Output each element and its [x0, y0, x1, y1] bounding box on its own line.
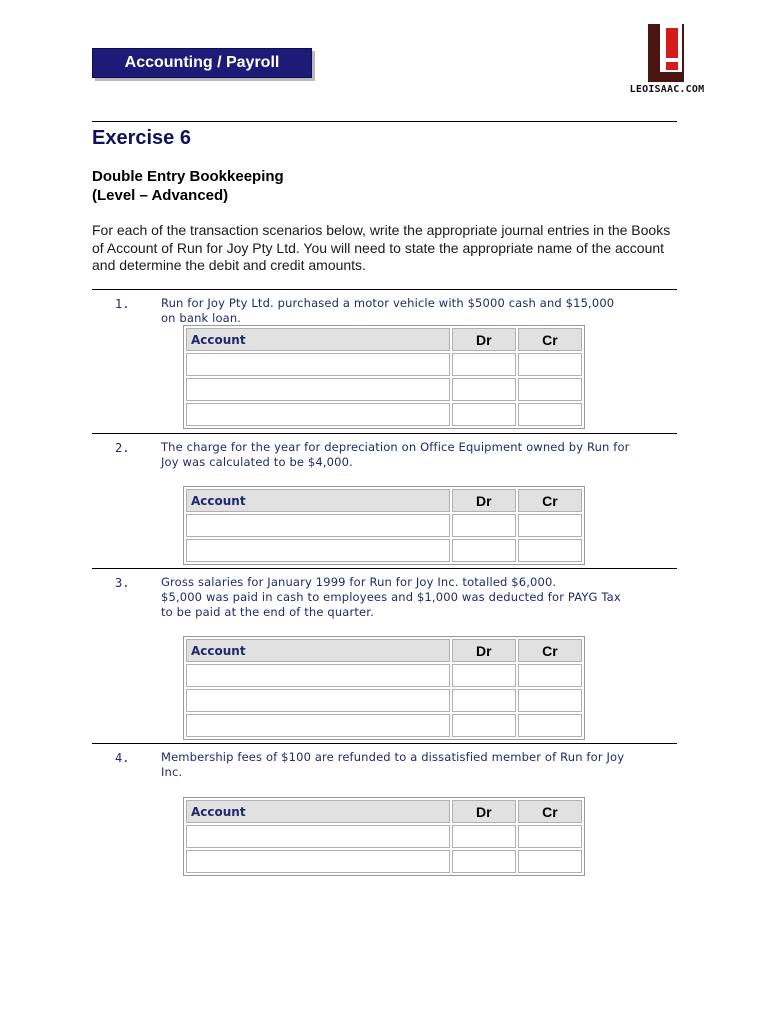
account-cell[interactable] — [186, 825, 450, 848]
logo — [622, 22, 712, 102]
table-row — [186, 539, 582, 562]
credit-cell[interactable] — [518, 403, 582, 426]
table-row — [186, 353, 582, 376]
question-text — [161, 575, 681, 620]
table-row — [186, 378, 582, 401]
table-row — [186, 714, 582, 737]
question-line: Run for Joy Pty Ltd. purchased a motor vehicle with $5000 cash and $15,000 — [161, 296, 615, 310]
divider — [92, 743, 677, 744]
debit-header: Dr — [452, 489, 516, 512]
subtitle-level: (Level – Advanced) — [92, 187, 229, 204]
question-line: on bank loan. — [161, 311, 242, 325]
debit-header: Dr — [452, 328, 516, 351]
account-cell[interactable] — [186, 353, 450, 376]
account-cell[interactable] — [186, 689, 450, 712]
question-text — [161, 440, 681, 470]
debit-cell[interactable] — [452, 714, 516, 737]
question-number: 2. — [115, 441, 130, 455]
account-cell[interactable] — [186, 403, 450, 426]
journal-entry-table — [183, 797, 585, 876]
account-cell[interactable] — [186, 664, 450, 687]
debit-cell[interactable] — [452, 514, 516, 537]
divider — [92, 568, 677, 569]
account-header: Account — [186, 639, 450, 662]
debit-cell[interactable] — [452, 403, 516, 426]
question-line: Inc. — [161, 765, 183, 779]
credit-cell[interactable] — [518, 689, 582, 712]
question-line: Membership fees of $100 are refunded to a dissatisfied member of Run for Joy — [161, 750, 625, 764]
table-row — [186, 514, 582, 537]
exercise-title: Exercise 6 — [92, 127, 191, 149]
credit-cell[interactable] — [518, 514, 582, 537]
divider — [92, 121, 677, 122]
logo-text: LEOISAAC.COM — [629, 84, 705, 95]
credit-header: Cr — [518, 328, 582, 351]
debit-header: Dr — [452, 800, 516, 823]
question-text — [161, 750, 681, 780]
question-line: Gross salaries for January 1999 for Run for Joy Inc. totalled $6,000. — [161, 575, 557, 589]
table-row — [186, 825, 582, 848]
logo-mark-icon — [648, 24, 688, 82]
section-banner: Accounting / Payroll — [92, 48, 312, 78]
credit-header: Cr — [518, 639, 582, 662]
credit-cell[interactable] — [518, 353, 582, 376]
credit-cell[interactable] — [518, 378, 582, 401]
question-number: 4. — [115, 751, 130, 765]
credit-cell[interactable] — [518, 825, 582, 848]
question-text — [161, 296, 681, 326]
debit-cell[interactable] — [452, 539, 516, 562]
question-line: Joy was calculated to be $4,000. — [161, 455, 353, 469]
exercise-subtitle — [92, 167, 284, 205]
journal-entry-table — [183, 486, 585, 565]
table-header-row — [186, 328, 582, 351]
credit-cell[interactable] — [518, 850, 582, 873]
table-header-row — [186, 800, 582, 823]
account-header: Account — [186, 328, 450, 351]
subtitle-line: Double Entry Bookkeeping — [92, 168, 284, 185]
debit-header: Dr — [452, 639, 516, 662]
account-header: Account — [186, 489, 450, 512]
table-row — [186, 689, 582, 712]
question-number: 3. — [115, 576, 130, 590]
question-line: $5,000 was paid in cash to employees and $1,000 was deducted for PAYG Tax — [161, 590, 621, 604]
table-header-row — [186, 639, 582, 662]
question-line: to be paid at the end of the quarter. — [161, 605, 374, 619]
debit-cell[interactable] — [452, 850, 516, 873]
account-cell[interactable] — [186, 714, 450, 737]
question-number: 1. — [115, 297, 130, 311]
debit-cell[interactable] — [452, 353, 516, 376]
account-cell[interactable] — [186, 378, 450, 401]
debit-cell[interactable] — [452, 689, 516, 712]
credit-cell[interactable] — [518, 539, 582, 562]
journal-entry-table — [183, 325, 585, 429]
credit-header: Cr — [518, 489, 582, 512]
debit-cell[interactable] — [452, 664, 516, 687]
credit-cell[interactable] — [518, 714, 582, 737]
credit-cell[interactable] — [518, 664, 582, 687]
table-row — [186, 850, 582, 873]
account-cell[interactable] — [186, 850, 450, 873]
table-row — [186, 403, 582, 426]
instructions-paragraph: For each of the transaction scenarios below, write the appropriate journal entries in the Books of Account of Run for Joy Pty Ltd. You will need to state the appropriate name of the account and determine the debit and credit amounts. — [92, 222, 671, 273]
table-header-row — [186, 489, 582, 512]
account-cell[interactable] — [186, 514, 450, 537]
account-header: Account — [186, 800, 450, 823]
debit-cell[interactable] — [452, 825, 516, 848]
divider — [92, 289, 677, 290]
divider — [92, 433, 677, 434]
debit-cell[interactable] — [452, 378, 516, 401]
question-line: The charge for the year for depreciation on Office Equipment owned by Run for — [161, 440, 630, 454]
credit-header: Cr — [518, 800, 582, 823]
journal-entry-table — [183, 636, 585, 740]
table-row — [186, 664, 582, 687]
account-cell[interactable] — [186, 539, 450, 562]
